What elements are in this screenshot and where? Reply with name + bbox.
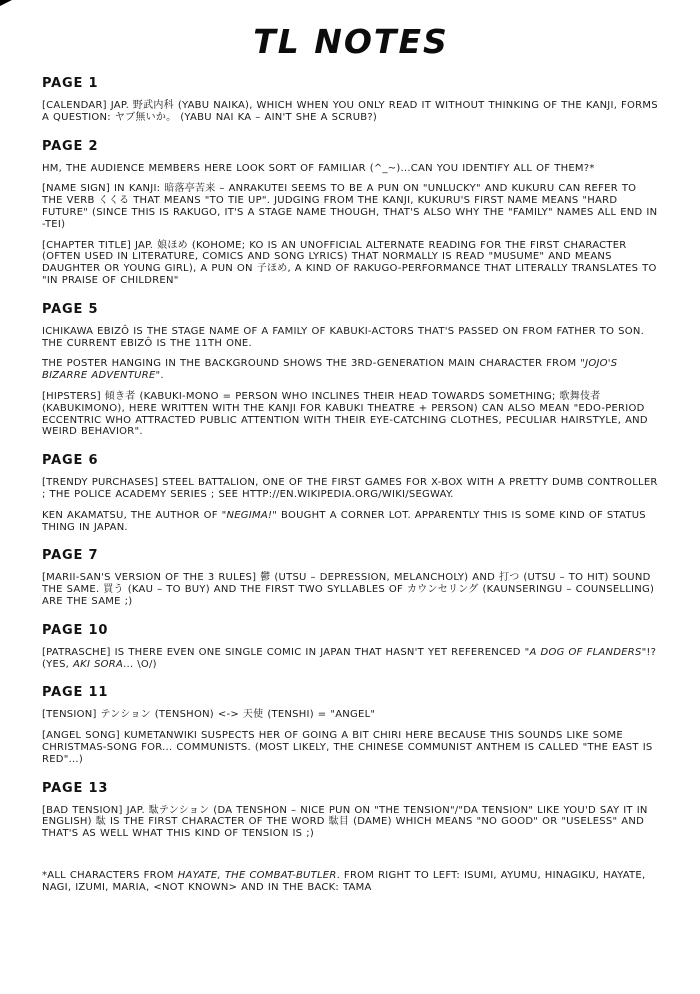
note-text-italic: JOJO'S BIZARRE ADVENTURE [42,358,618,382]
note-paragraph [42,477,660,501]
note-paragraph [42,510,660,534]
note-paragraph [42,326,660,350]
note-paragraph [42,730,660,765]
note-text: ICHIKAWA EBIZÔ IS THE STAGE NAME OF A FAMILY OF KABUKI-ACTORS THAT'S PASSED ON FROM FATHER TO SON. THE CURRENT EBIZÔ IS THE 11TH ONE. [42,325,645,349]
note-text: KEN AKAMATSU, THE AUTHOR OF " [42,509,227,521]
note-paragraph [42,572,660,607]
note-paragraph [42,805,660,840]
note-paragraph [42,647,660,671]
note-paragraph [42,358,660,382]
document-title: TL NOTES [253,22,449,61]
note-text-italic: A DOG OF FLANDERS [529,646,642,658]
note-paragraph [42,240,660,287]
page-heading-page-11: PAGE 11 [42,685,109,701]
note-text: [ANGEL SONG] KUMETANWIKI SUSPECTS HER OF GOING A BIT CHIRI HERE BECAUSE THIS SOUNDS LIKE SOME CHRISTMAS-SONG FOR... COMMUNISTS. (MOST LIKELY, THE CHINESE COMMUNIST ANTHEM IS CALLED "THE EAST IS RED"...) [42,730,653,765]
note-paragraph [42,100,660,124]
note-text-italic: AKI SORA [73,658,124,670]
page-heading-page-6: PAGE 6 [42,453,99,469]
page-heading-page-2: PAGE 2 [42,138,99,154]
page-heading-page-1: PAGE 1 [42,76,99,91]
note-text: *ALL CHARACTERS FROM [42,869,178,881]
note-text: [CHAPTER TITLE] JAP. 娘ほめ (KOHOME; KO IS AN UNOFFICIAL ALTERNATE READING FOR THE FIRST CHARACTER (OFTEN USED IN LITERATURE, COMICS AND SONG LYRICS) THAT NORMALLY IS READ "MUSUME" AND MEANS DAUGHTER OR YOUNG GIRL), A PUN ON 子ほめ, A KIND OF RAKUGO-PERFORMANCE THAT LITERALLY TRANSLATES TO "IN PRAISE OF CHILDREN" [42,239,657,286]
note-paragraph [42,163,660,175]
page-heading-page-13: PAGE 13 [42,780,109,796]
note-text: [MARII-SAN'S VERSION OF THE 3 RULES] 鬱 (UTSU – DEPRESSION, MELANCHOLY) AND 打つ (UTSU – TO HIT) SOUND THE SAME. 買う (KAU – TO BUY) AND THE FIRST TWO SYLLABLES OF カウンセリング (KAUNSERINGU – COUNSELLING) ARE THE SAME ;) [42,572,655,607]
note-text: ... \O/) [123,658,157,670]
note-text: [TENSION] テンション (TENSHON) <-> 天使 (TENSHI) = "ANGEL" [42,709,376,721]
note-paragraph [42,709,660,721]
note-text: [CALENDAR] JAP. 野武内科 (YABU NAIKA), WHICH WHEN YOU ONLY READ IT WITHOUT THINKING OF THE KANJI, FORMS A QUESTION: ヤブ無いか。 (YABU NAI KA – AIN'T SHE A SCRUB?) [42,100,658,123]
note-text: HM, THE AUDIENCE MEMBERS HERE LOOK SORT OF FAMILIAR (^_~)...CAN YOU IDENTIFY ALL OF THEM?* [42,162,595,174]
note-text: " BOUGHT A CORNER LOT. APPARENTLY THIS IS SOME KIND OF STATUS THING IN JAPAN. [42,509,646,533]
note-text: [BAD TENSION] JAP. 駄テンション (DA TENSHON – NICE PUN ON "THE TENSION"/"DA TENSION" LIKE YOU'D SAY IT IN ENGLISH) 駄 IS THE FIRST CHARACTER OF THE WORD 駄目 (DAME) WHICH MEANS "NO GOOD" OR "USELESS" AND THAT'S AS WELL WHAT THIS KIND OF TENSION IS ;) [42,804,648,840]
note-text: THE POSTER HANGING IN THE BACKGROUND SHOWS THE 3RD-GENERATION MAIN CHARACTER FROM " [42,358,586,370]
note-text-italic: NEGIMA! [226,509,273,521]
note-text: . FROM RIGHT TO LEFT: ISUMI, AYUMU, HINAGIKU, HAYATE, NAGI, IZUMI, MARIA, <NOT KNOWN> AND IN THE BACK: TAMA [42,869,646,893]
footnote [42,870,660,894]
page-heading-page-10: PAGE 10 [42,622,109,638]
note-text: [HIPSTERS] 傾き者 (KABUKI-MONO = PERSON WHO INCLINES THEIR HEAD TOWARDS SOMETHING; 歌舞伎者 (KABUKIMONO), HERE WRITTEN WITH THE KANJI FOR KABUKI THEATRE + PERSON) CAN ALSO MEAN "EDO-PERIOD ECCENTRIC WHO ATTRACTED PUBLIC ATTENTION WITH THEIR EYE-CATCHING CLOTHES, PECULIAR HAIRSTYLE, AND WEIRD BEHAVIOR". [42,390,648,438]
page-heading-page-7: PAGE 7 [42,548,99,564]
note-paragraph [42,391,660,438]
note-text-italic: HAYATE, THE COMBAT-BUTLER [177,869,337,881]
note-text: [TRENDY PURCHASES] STEEL BATTALION, ONE OF THE FIRST GAMES FOR X-BOX WITH A PRETTY DUMB CONTROLLER ; THE POLICE ACADEMY SERIES ; SEE HTTP://EN.WIKIPEDIA.ORG/WIKI/SEGWAY. [42,477,658,500]
note-paragraph [42,183,660,230]
note-text: [NAME SIGN] IN KANJI: 暗落亭苦来 – ANRAKUTEI SEEMS TO BE A PUN ON "UNLUCKY" AND KUKURU CAN REFER TO THE VERB くくる THAT MEANS "TO TIE UP". JUDGING FROM THE KANJI, KUKURU'S FIRST NAME MEANS "HARD FUTURE" (SINCE THIS IS RAKUGO, IT'S A STAGE NAME THOUGH, THAT'S ALSO WHY THE "FAMILY" NAMES ALL END IN -TEI) [42,183,658,230]
page-heading-page-5: PAGE 5 [42,301,99,317]
scan-corner-artifact [0,0,12,6]
note-text: [PATRASCHE] IS THERE EVEN ONE SINGLE COMIC IN JAPAN THAT HASN'T YET REFERENCED " [42,646,530,658]
note-text: ". [155,370,164,382]
notes-sections [42,76,660,840]
note-text: "!? (YES, [42,646,657,670]
